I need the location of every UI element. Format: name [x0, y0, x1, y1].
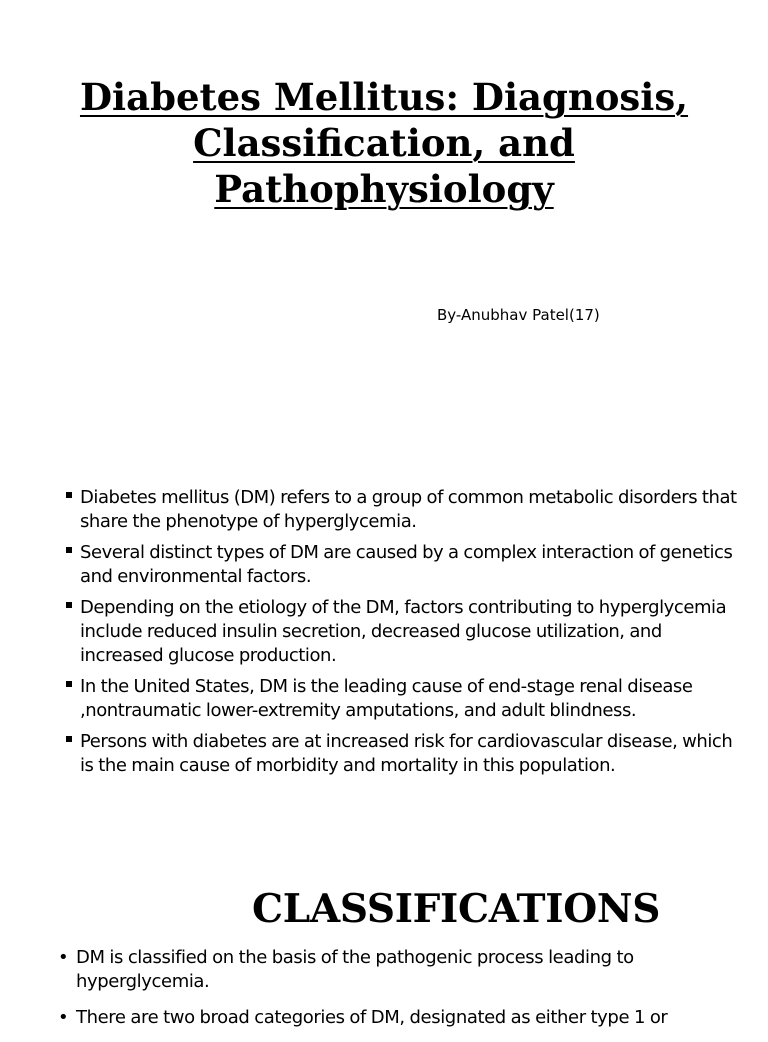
dot-bullet-icon: • — [58, 947, 69, 968]
square-bullet-icon — [66, 602, 72, 608]
list-item — [66, 486, 746, 534]
section-heading: CLASSIFICATIONS — [252, 886, 661, 932]
title-line-3: Pathophysiology — [214, 167, 554, 211]
dot-bullet-icon: • — [58, 1007, 69, 1028]
title-slide — [0, 0, 768, 440]
bullet-text: Depending on the etiology of the DM, factors contributing to hyperglycemia include reduced insulin secretion, decreased glucose utilization, and increased glucose production. — [80, 597, 727, 666]
list-item — [66, 675, 746, 723]
square-bullet-icon — [66, 736, 72, 742]
title-line-1: Diabetes Mellitus: Diagnosis, — [79, 75, 689, 119]
bullet-text: Persons with diabetes are at increased risk for cardiovascular disease, which is the main cause of morbidity and mortality in this population. — [80, 731, 733, 776]
page-title — [60, 74, 708, 212]
list-item — [58, 946, 748, 994]
classifications-bullet-list — [58, 946, 748, 1042]
intro-bullet-list — [66, 486, 746, 785]
list-item — [66, 730, 746, 778]
list-item — [66, 541, 746, 589]
classifications-slide — [0, 850, 768, 1028]
bullet-text: Diabetes mellitus (DM) refers to a group of common metabolic disorders that share the phenotype of hyperglycemia. — [80, 487, 737, 532]
bullet-text: DM is classified on the basis of the pathogenic process leading to hyperglycemia. — [76, 947, 634, 992]
intro-slide — [0, 440, 768, 850]
bullet-text: Several distinct types of DM are caused by a complex interaction of genetics and environmental factors. — [80, 542, 733, 587]
square-bullet-icon — [66, 547, 72, 553]
title-line-2: Classification, and — [193, 121, 575, 165]
list-item — [66, 596, 746, 668]
bullet-text: In the United States, DM is the leading cause of end-stage renal disease ,nontraumatic lower-extremity amputations, and adult blindness. — [80, 676, 693, 721]
list-item — [58, 1006, 748, 1030]
bullet-text: There are two broad categories of DM, designated as either type 1 or — [76, 1007, 668, 1028]
author-byline: By-Anubhav Patel(17) — [437, 306, 600, 324]
square-bullet-icon — [66, 681, 72, 687]
square-bullet-icon — [66, 492, 72, 498]
